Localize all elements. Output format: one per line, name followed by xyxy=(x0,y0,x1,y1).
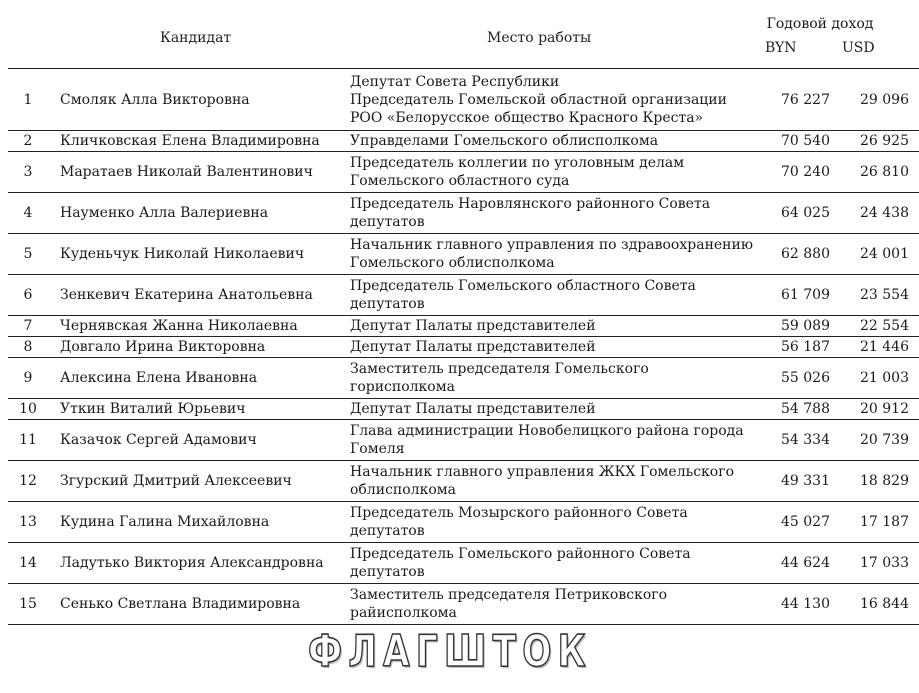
income-usd: 26 810 xyxy=(832,152,919,193)
candidate-name: Кличковская Елена Владимировна xyxy=(48,131,345,152)
income-usd: 17 187 xyxy=(832,502,919,543)
table-row xyxy=(8,584,919,625)
workplace-line: РОО «Белорусское общество Красного Креста» xyxy=(350,109,704,126)
workplace-cell xyxy=(345,234,755,275)
row-number: 4 xyxy=(8,193,48,234)
workplace-line: райисполкома xyxy=(350,605,457,621)
workplace-cell xyxy=(345,152,755,193)
row-number: 6 xyxy=(8,275,48,316)
workplace-line: горисполкома xyxy=(350,379,455,395)
income-usd: 24 001 xyxy=(832,234,919,275)
workplace-line: Председатель Гомельского областного Совета xyxy=(350,278,696,294)
row-number: 14 xyxy=(8,543,48,584)
income-usd: 21 003 xyxy=(832,358,919,399)
workplace-cell xyxy=(345,131,755,152)
workplace-cell xyxy=(345,543,755,584)
header-byn: BYN xyxy=(765,40,797,56)
workplace-line: депутатов xyxy=(350,214,425,230)
table-row xyxy=(8,543,919,584)
income-byn: 49 331 xyxy=(755,461,832,502)
candidate-name: Уткин Виталий Юрьевич xyxy=(48,399,345,420)
row-number: 3 xyxy=(8,152,48,193)
row-number: 5 xyxy=(8,234,48,275)
income-byn: 44 130 xyxy=(755,584,832,625)
workplace-cell xyxy=(345,358,755,399)
candidates-table xyxy=(8,68,919,625)
header-workplace: Место работы xyxy=(487,30,592,46)
income-byn: 45 027 xyxy=(755,502,832,543)
workplace-line: Председатель Гомельского районного Совета xyxy=(350,546,691,562)
table-row xyxy=(8,275,919,316)
income-usd: 16 844 xyxy=(832,584,919,625)
workplace-cell xyxy=(345,420,755,461)
workplace-line: Депутат Палаты представителей xyxy=(350,318,596,334)
workplace-line: Гомельского областного суда xyxy=(350,173,570,189)
workplace-line: Депутат Палаты представителей xyxy=(350,339,596,355)
income-usd: 20 912 xyxy=(832,399,919,420)
income-usd: 23 554 xyxy=(832,275,919,316)
workplace-cell xyxy=(345,193,755,234)
workplace-cell xyxy=(345,584,755,625)
income-byn: 44 624 xyxy=(755,543,832,584)
logo-text: ФЛАГШТОК xyxy=(308,626,592,677)
row-number: 9 xyxy=(8,358,48,399)
workplace-line: депутатов xyxy=(350,564,425,580)
income-byn: 54 788 xyxy=(755,399,832,420)
candidate-name: Кудина Галина Михайловна xyxy=(48,502,345,543)
workplace-line: Глава администрации Новобелицкого района города xyxy=(350,423,744,439)
income-byn: 64 025 xyxy=(755,193,832,234)
income-usd: 24 438 xyxy=(832,193,919,234)
row-number: 15 xyxy=(8,584,48,625)
table-row xyxy=(8,316,919,337)
income-byn: 59 089 xyxy=(755,316,832,337)
income-byn: 56 187 xyxy=(755,337,832,358)
table-row xyxy=(8,152,919,193)
row-number: 12 xyxy=(8,461,48,502)
workplace-cell xyxy=(345,337,755,358)
table-row xyxy=(8,234,919,275)
workplace-line: Гомеля xyxy=(350,441,405,457)
candidate-name: Сенько Светлана Владимировна xyxy=(48,584,345,625)
candidate-name: Чернявская Жанна Николаевна xyxy=(48,316,345,337)
workplace-line: Начальник главного управления по здравоохранению xyxy=(350,237,754,253)
income-byn: 76 227 xyxy=(755,69,832,131)
income-usd: 21 446 xyxy=(832,337,919,358)
row-number: 1 xyxy=(8,69,48,131)
workplace-line: Заместитель председателя Гомельского xyxy=(350,361,649,377)
row-number: 13 xyxy=(8,502,48,543)
income-usd: 20 739 xyxy=(832,420,919,461)
row-number: 2 xyxy=(8,131,48,152)
row-number: 8 xyxy=(8,337,48,358)
table-row xyxy=(8,193,919,234)
income-usd: 18 829 xyxy=(832,461,919,502)
row-number: 11 xyxy=(8,420,48,461)
income-byn: 54 334 xyxy=(755,420,832,461)
table-row xyxy=(8,358,919,399)
income-byn: 62 880 xyxy=(755,234,832,275)
candidate-name: Маратаев Николай Валентинович xyxy=(48,152,345,193)
row-number: 7 xyxy=(8,316,48,337)
candidate-name: Згурский Дмитрий Алексеевич xyxy=(48,461,345,502)
income-byn: 55 026 xyxy=(755,358,832,399)
table-row xyxy=(8,69,919,131)
table-row xyxy=(8,337,919,358)
candidate-name: Смоляк Алла Викторовна xyxy=(48,69,345,131)
income-byn: 61 709 xyxy=(755,275,832,316)
table-row xyxy=(8,502,919,543)
workplace-line: облисполкома xyxy=(350,482,456,498)
logo xyxy=(0,626,900,677)
header-income: Годовой доход xyxy=(766,16,874,32)
header-usd: USD xyxy=(842,40,875,56)
table-body xyxy=(8,69,919,625)
candidate-name: Науменко Алла Валериевна xyxy=(48,193,345,234)
workplace-line: Гомельского облисполкома xyxy=(350,255,555,271)
workplace-line: Депутат Палаты представителей xyxy=(350,401,596,417)
candidate-name: Зенкевич Екатерина Анатольевна xyxy=(48,275,345,316)
workplace-cell xyxy=(345,502,755,543)
workplace-cell xyxy=(345,399,755,420)
workplace-cell xyxy=(345,69,755,131)
table-row xyxy=(8,399,919,420)
table-row xyxy=(8,420,919,461)
workplace-line: Управделами Гомельского облисполкома xyxy=(350,133,659,149)
candidate-name: Куденьчук Николай Николаевич xyxy=(48,234,345,275)
workplace-cell xyxy=(345,316,755,337)
workplace-line: депутатов xyxy=(350,523,425,539)
workplace-line: Председатель коллегии по уголовным делам xyxy=(350,155,685,171)
table-row xyxy=(8,461,919,502)
table-row xyxy=(8,131,919,152)
workplace-line: Председатель Гомельской областной организации xyxy=(350,91,727,108)
workplace-cell xyxy=(345,275,755,316)
income-usd: 29 096 xyxy=(832,69,919,131)
candidate-name: Алексина Елена Ивановна xyxy=(48,358,345,399)
row-number: 10 xyxy=(8,399,48,420)
workplace-line: Заместитель председателя Петриковского xyxy=(350,587,668,603)
workplace-line: Начальник главного управления ЖКХ Гомельского xyxy=(350,464,735,480)
workplace-line: депутатов xyxy=(350,296,425,312)
workplace-line: Председатель Мозырского районного Совета xyxy=(350,505,688,521)
income-usd: 17 033 xyxy=(832,543,919,584)
candidate-name: Довгало Ирина Викторовна xyxy=(48,337,345,358)
candidate-name: Казачок Сергей Адамович xyxy=(48,420,345,461)
header-candidate: Кандидат xyxy=(160,30,232,46)
workplace-line: Депутат Совета Республики xyxy=(350,73,560,90)
candidate-name: Ладутько Виктория Александровна xyxy=(48,543,345,584)
income-usd: 22 554 xyxy=(832,316,919,337)
income-byn: 70 240 xyxy=(755,152,832,193)
workplace-line: Председатель Наровлянского районного Совета xyxy=(350,196,711,212)
income-byn: 70 540 xyxy=(755,131,832,152)
workplace-cell xyxy=(345,461,755,502)
income-usd: 26 925 xyxy=(832,131,919,152)
